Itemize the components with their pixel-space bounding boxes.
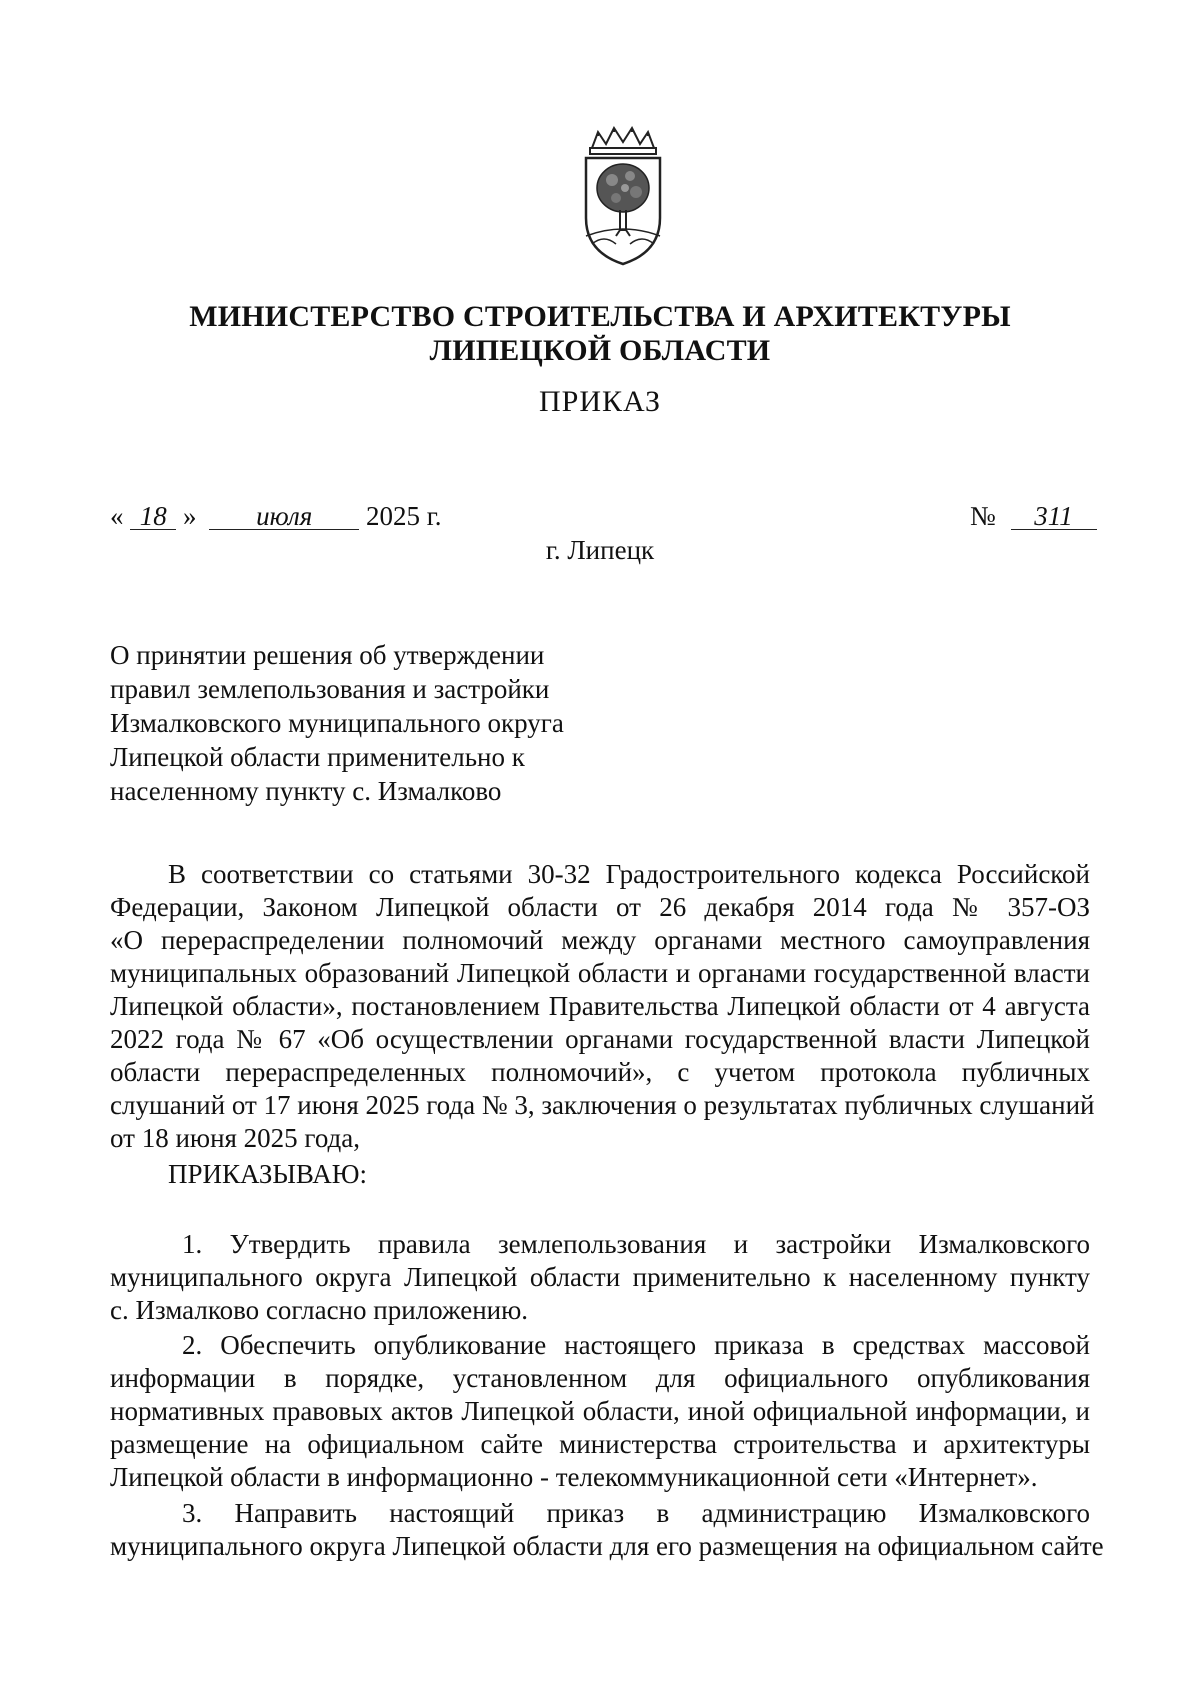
number-handwritten: 311 (1011, 503, 1097, 530)
order-item-1 (110, 1228, 1090, 1327)
paragraph-line: области перераспределенных полномочий», с учетом протокола публичных (110, 1057, 1090, 1087)
order-directive-heading: ПРИКАЗЫВАЮ: (168, 1159, 367, 1189)
lipetsk-coat-of-arms-icon (578, 126, 668, 266)
paragraph-line: слушаний от 17 июня 2025 года № 3, заключения о результатах публичных слушаний (110, 1090, 1095, 1120)
paragraph-line: 2022 года № 67 «Об осуществлении органами государственной власти Липецкой (110, 1024, 1090, 1054)
order-item-2 (110, 1329, 1090, 1494)
paragraph-line: 3. Направить настоящий приказ в администрацию Измалковского (182, 1498, 1090, 1528)
order-number (970, 500, 1097, 532)
subject-line: Липецкой области применительно к (110, 742, 525, 772)
paragraph-line: Липецкой области», постановлением Правительства Липецкой области от 4 августа (110, 991, 1090, 1021)
order-subject (110, 638, 564, 808)
paragraph-line: В соответствии со статьями 30-32 Градостроительного кодекса Российской (168, 859, 1090, 889)
subject-line: Измалковского муниципального округа (110, 708, 564, 738)
paragraph-line: нормативных правовых актов Липецкой области, иной официальной информации, и (110, 1396, 1090, 1426)
org-name-line-2: ЛИПЕЦКОЙ ОБЛАСТИ (429, 334, 771, 367)
date-year: 2025 г. (366, 501, 442, 531)
order-date (110, 500, 442, 532)
paragraph-line: 2. Обеспечить опубликование настоящего приказа в средствах массовой (182, 1330, 1090, 1360)
paragraph-line: Федерации, Законом Липецкой области от 26 декабря 2014 года № 357-ОЗ (110, 892, 1090, 922)
issue-city: г. Липецк (545, 535, 655, 565)
paragraph-line: «О перераспределении полномочий между органами местного самоуправления (110, 925, 1090, 955)
paragraph-line: муниципального округа Липецкой области для его размещения на официальном сайте (110, 1531, 1104, 1561)
paragraph-line: с. Измалково согласно приложению. (110, 1295, 529, 1325)
subject-line: населенному пункту с. Измалково (110, 776, 502, 806)
paragraph-line: 1. Утвердить правила землепользования и застройки Измалковского (182, 1229, 1090, 1259)
date-quote-close: » (183, 501, 197, 531)
subject-line: правил землепользования и застройки (110, 674, 550, 704)
preamble-paragraph (110, 858, 1095, 1155)
number-label: № (970, 501, 996, 531)
paragraph-line: муниципальных образований Липецкой области и органами государственной власти (110, 958, 1090, 988)
paragraph-line: информации в порядке, установленном для официального опубликования (110, 1363, 1090, 1393)
paragraph-line: муниципального округа Липецкой области применительно к населенному пункту (110, 1262, 1090, 1292)
order-item-3 (110, 1497, 1104, 1563)
date-day-handwritten: 18 (130, 503, 176, 530)
subject-line: О принятии решения об утверждении (110, 640, 545, 670)
org-name-line-1: МИНИСТЕРСТВО СТРОИТЕЛЬСТВА И АРХИТЕКТУРЫ (189, 300, 1011, 333)
paragraph-line: от 18 июня 2025 года, (110, 1123, 361, 1153)
paragraph-line: Липецкой области в информационно - телекоммуникационной сети «Интернет». (110, 1462, 1038, 1492)
date-month-handwritten: июля (209, 503, 359, 530)
document-type-title: ПРИКАЗ (539, 385, 661, 418)
date-quote-open: « (110, 501, 124, 531)
paragraph-line: размещение на официальном сайте министерства строительства и архитектуры (110, 1429, 1090, 1459)
